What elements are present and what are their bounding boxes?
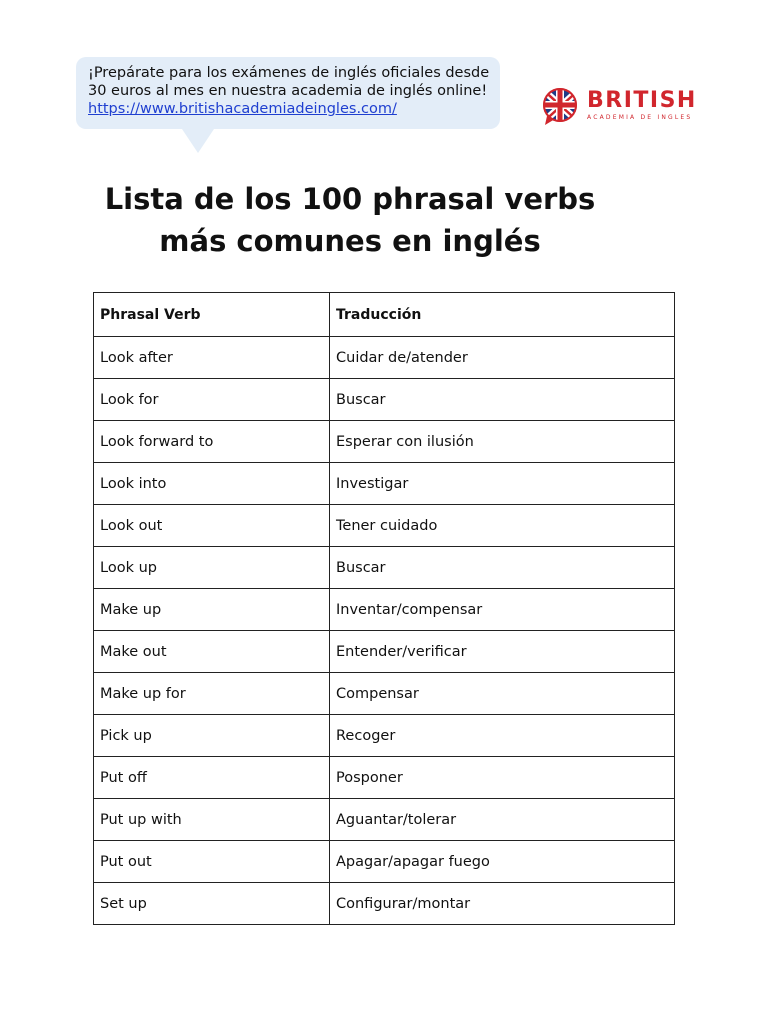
table-row bbox=[94, 757, 675, 799]
phrasal-verb-cell: Look out bbox=[94, 505, 330, 547]
table-row bbox=[94, 589, 675, 631]
uk-flag-speech-bubble-icon bbox=[541, 88, 581, 126]
translation-cell: Cuidar de/atender bbox=[330, 337, 675, 379]
translation-cell: Buscar bbox=[330, 547, 675, 589]
promo-banner bbox=[76, 57, 500, 129]
promo-text-line-1: ¡Prepárate para los exámenes de inglés oficiales desde bbox=[88, 65, 490, 81]
brand-name: BRITISH bbox=[587, 88, 697, 113]
phrasal-verb-cell: Make out bbox=[94, 631, 330, 673]
translation-cell: Entender/verificar bbox=[330, 631, 675, 673]
promo-link[interactable]: https://www.britishacademiadeingles.com/ bbox=[88, 101, 397, 117]
phrasal-verb-cell: Put up with bbox=[94, 799, 330, 841]
translation-cell: Inventar/compensar bbox=[330, 589, 675, 631]
brand-subtitle: ACADEMIA DE INGLES bbox=[587, 114, 693, 121]
page-title-line-1: Lista de los 100 phrasal verbs bbox=[104, 182, 596, 216]
table-row bbox=[94, 505, 675, 547]
phrasal-verb-cell: Make up for bbox=[94, 673, 330, 715]
phrasal-verb-cell: Pick up bbox=[94, 715, 330, 757]
promo-text-line-2: 30 euros al mes en nuestra academia de inglés online! bbox=[88, 83, 488, 99]
page-title-line-2: más comunes en inglés bbox=[159, 224, 541, 258]
phrasal-verb-cell: Make up bbox=[94, 589, 330, 631]
column-header-phrasal-verb: Phrasal Verb bbox=[94, 293, 330, 337]
page-title bbox=[60, 178, 640, 262]
table-header-row bbox=[94, 293, 675, 337]
phrasal-verb-cell: Put off bbox=[94, 757, 330, 799]
table-row bbox=[94, 463, 675, 505]
phrasal-verb-cell: Look into bbox=[94, 463, 330, 505]
translation-cell: Esperar con ilusión bbox=[330, 421, 675, 463]
table-row bbox=[94, 379, 675, 421]
phrasal-verb-cell: Put out bbox=[94, 841, 330, 883]
table-row bbox=[94, 799, 675, 841]
translation-cell: Tener cuidado bbox=[330, 505, 675, 547]
translation-cell: Posponer bbox=[330, 757, 675, 799]
table-row bbox=[94, 715, 675, 757]
column-header-traduccion: Traducción bbox=[330, 293, 675, 337]
translation-cell: Investigar bbox=[330, 463, 675, 505]
table-row bbox=[94, 337, 675, 379]
phrasal-verb-cell: Look forward to bbox=[94, 421, 330, 463]
table-row bbox=[94, 883, 675, 925]
brand-logo bbox=[541, 86, 711, 128]
phrasal-verb-cell: Look up bbox=[94, 547, 330, 589]
translation-cell: Apagar/apagar fuego bbox=[330, 841, 675, 883]
phrasal-verbs-table bbox=[93, 292, 675, 925]
translation-cell: Compensar bbox=[330, 673, 675, 715]
phrasal-verb-cell: Look for bbox=[94, 379, 330, 421]
translation-cell: Recoger bbox=[330, 715, 675, 757]
translation-cell: Aguantar/tolerar bbox=[330, 799, 675, 841]
table-row bbox=[94, 631, 675, 673]
translation-cell: Configurar/montar bbox=[330, 883, 675, 925]
table-row bbox=[94, 673, 675, 715]
table-row bbox=[94, 841, 675, 883]
table-row bbox=[94, 547, 675, 589]
translation-cell: Buscar bbox=[330, 379, 675, 421]
phrasal-verb-cell: Look after bbox=[94, 337, 330, 379]
table-row bbox=[94, 421, 675, 463]
phrasal-verb-cell: Set up bbox=[94, 883, 330, 925]
